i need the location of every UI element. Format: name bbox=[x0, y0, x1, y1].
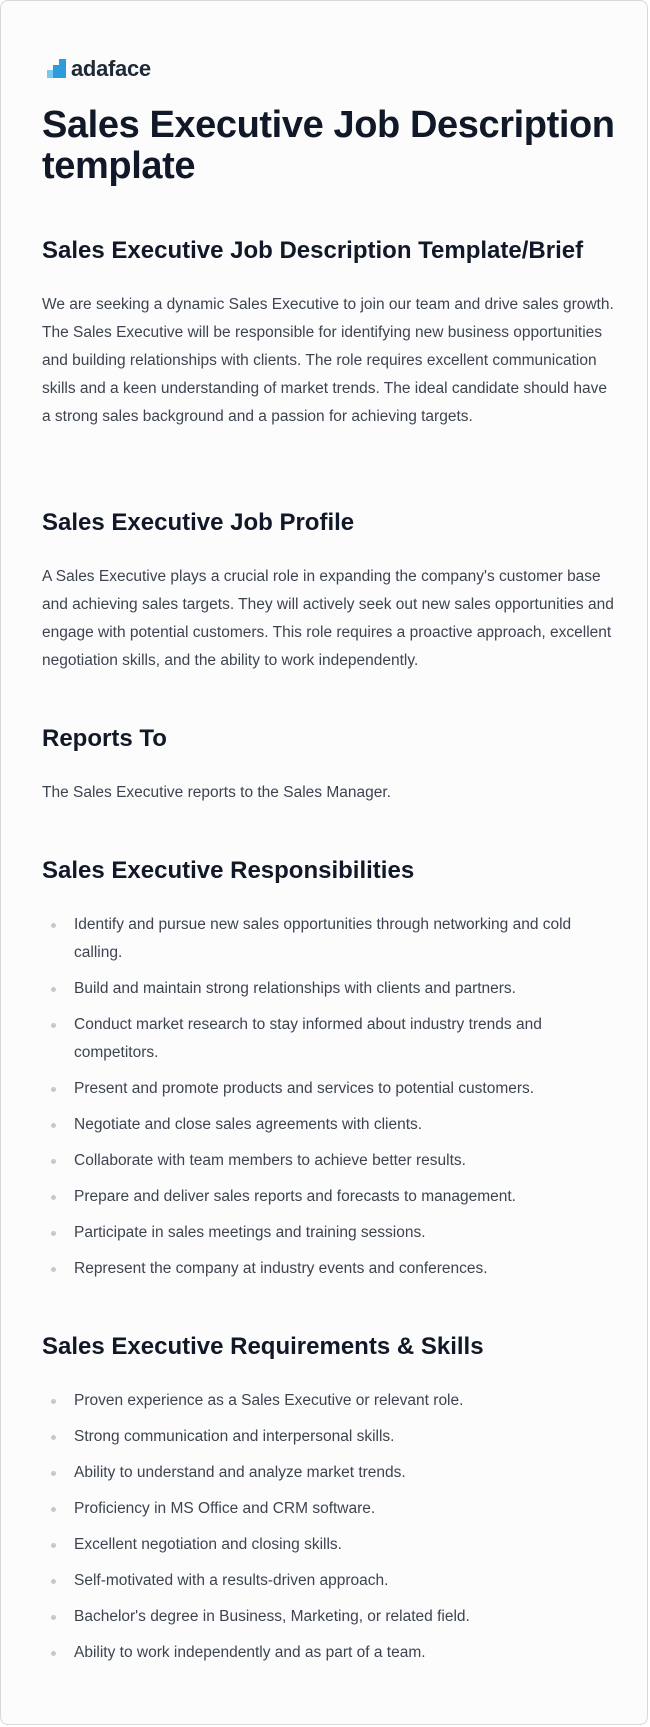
profile-heading: Sales Executive Job Profile bbox=[42, 509, 355, 536]
page-title: Sales Executive Job Description template bbox=[42, 104, 615, 187]
list-item: Present and promote products and services to potential customers. bbox=[42, 1075, 617, 1103]
responsibilities-heading: Sales Executive Responsibilities bbox=[42, 857, 415, 884]
list-item: Bachelor's degree in Business, Marketing, or related field. bbox=[42, 1603, 617, 1631]
list-item: Build and maintain strong relationships with clients and partners. bbox=[42, 975, 617, 1003]
brand-logo[interactable] bbox=[47, 56, 151, 82]
brief-heading: Sales Executive Job Description Template/Brief bbox=[42, 237, 584, 264]
list-item: Identify and pursue new sales opportunities through networking and cold calling. bbox=[42, 911, 617, 967]
list-item: Self-motivated with a results-driven approach. bbox=[42, 1567, 617, 1595]
reports-to-text: The Sales Executive reports to the Sales Manager. bbox=[42, 784, 391, 801]
reports-to-heading: Reports To bbox=[42, 725, 167, 752]
brand-name: adaface bbox=[71, 56, 151, 81]
list-item: Conduct market research to stay informed about industry trends and competitors. bbox=[42, 1011, 617, 1067]
list-item: Negotiate and close sales agreements with clients. bbox=[42, 1111, 617, 1139]
list-item: Proficiency in MS Office and CRM software. bbox=[42, 1495, 617, 1523]
list-item: Proven experience as a Sales Executive or relevant role. bbox=[42, 1387, 617, 1415]
list-item: Ability to work independently and as part of a team. bbox=[42, 1639, 617, 1667]
list-item: Prepare and deliver sales reports and forecasts to management. bbox=[42, 1183, 617, 1211]
responsibilities-list bbox=[42, 911, 617, 1291]
list-item: Ability to understand and analyze market trends. bbox=[42, 1459, 617, 1487]
list-item: Strong communication and interpersonal skills. bbox=[42, 1423, 617, 1451]
brief-text: We are seeking a dynamic Sales Executive to join our team and drive sales growth. The Sales Executive will be responsible for identifying new business opportunities and building relationships with clients. The role requires excellent communication skills and a keen understanding of market trends. The ideal candidate should have a strong sales background and a passion for achieving targets. bbox=[42, 296, 614, 425]
profile-text: A Sales Executive plays a crucial role in expanding the company's customer base and achieving sales targets. They will actively seek out new sales opportunities and engage with potential customers. This role requires a proactive approach, excellent negotiation skills, and the ability to work independently. bbox=[42, 568, 614, 669]
requirements-heading: Sales Executive Requirements & Skills bbox=[42, 1333, 484, 1360]
list-item: Participate in sales meetings and training sessions. bbox=[42, 1219, 617, 1247]
list-item: Represent the company at industry events and conferences. bbox=[42, 1255, 617, 1283]
list-item: Collaborate with team members to achieve better results. bbox=[42, 1147, 617, 1175]
list-item: Excellent negotiation and closing skills. bbox=[42, 1531, 617, 1559]
requirements-list bbox=[42, 1387, 617, 1675]
adaface-logo-icon bbox=[47, 59, 67, 79]
